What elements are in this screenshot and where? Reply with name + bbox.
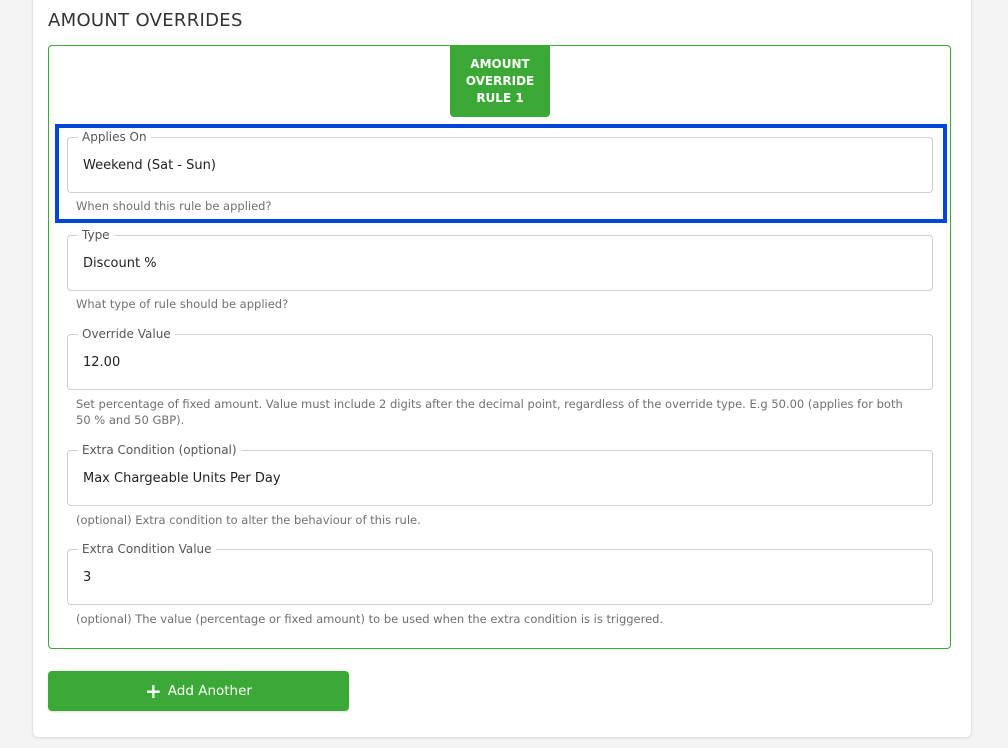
add-another-button[interactable] [48,671,349,711]
add-another-label: Add Another [167,683,252,699]
override-value-label: Override Value [78,326,175,342]
rule-badge-label: AMOUNT OVERRIDE RULE 1 [465,56,535,105]
type-select[interactable] [67,228,933,291]
applies-on-label: Applies On [78,129,151,145]
extra-condition-helper: (optional) Extra condition to alter the behaviour of this rule. [76,513,421,527]
override-value-text: 12.00 [83,355,121,370]
applies-on-value: Weekend (Sat - Sun) [83,158,216,173]
rule-badge [450,45,550,117]
type-value: Discount % [83,256,157,271]
extra-condition-select[interactable] [67,443,933,506]
extra-condition-label: Extra Condition (optional) [78,442,241,458]
type-helper: What type of rule should be applied? [76,297,289,311]
applies-on-select[interactable] [67,130,933,193]
section-title: AMOUNT OVERRIDES [48,10,243,31]
plus-icon: + [145,679,162,703]
override-value-input[interactable] [67,327,933,390]
extra-condition-value-helper: (optional) The value (percentage or fixed amount) to be used when the extra condition is is triggered. [76,612,664,626]
type-label: Type [78,227,114,243]
extra-condition-value-text: 3 [83,570,92,585]
override-value-helper: Set percentage of fixed amount. Value must include 2 digits after the decimal point, regardless of the override type. E.g 50.00 (applies for both 50 % and 50 GBP). [76,397,903,427]
extra-condition-value-label: Extra Condition Value [78,541,216,557]
extra-condition-value: Max Chargeable Units Per Day [83,471,281,486]
applies-on-helper: When should this rule be applied? [76,199,272,213]
extra-condition-value-input[interactable] [67,542,933,605]
